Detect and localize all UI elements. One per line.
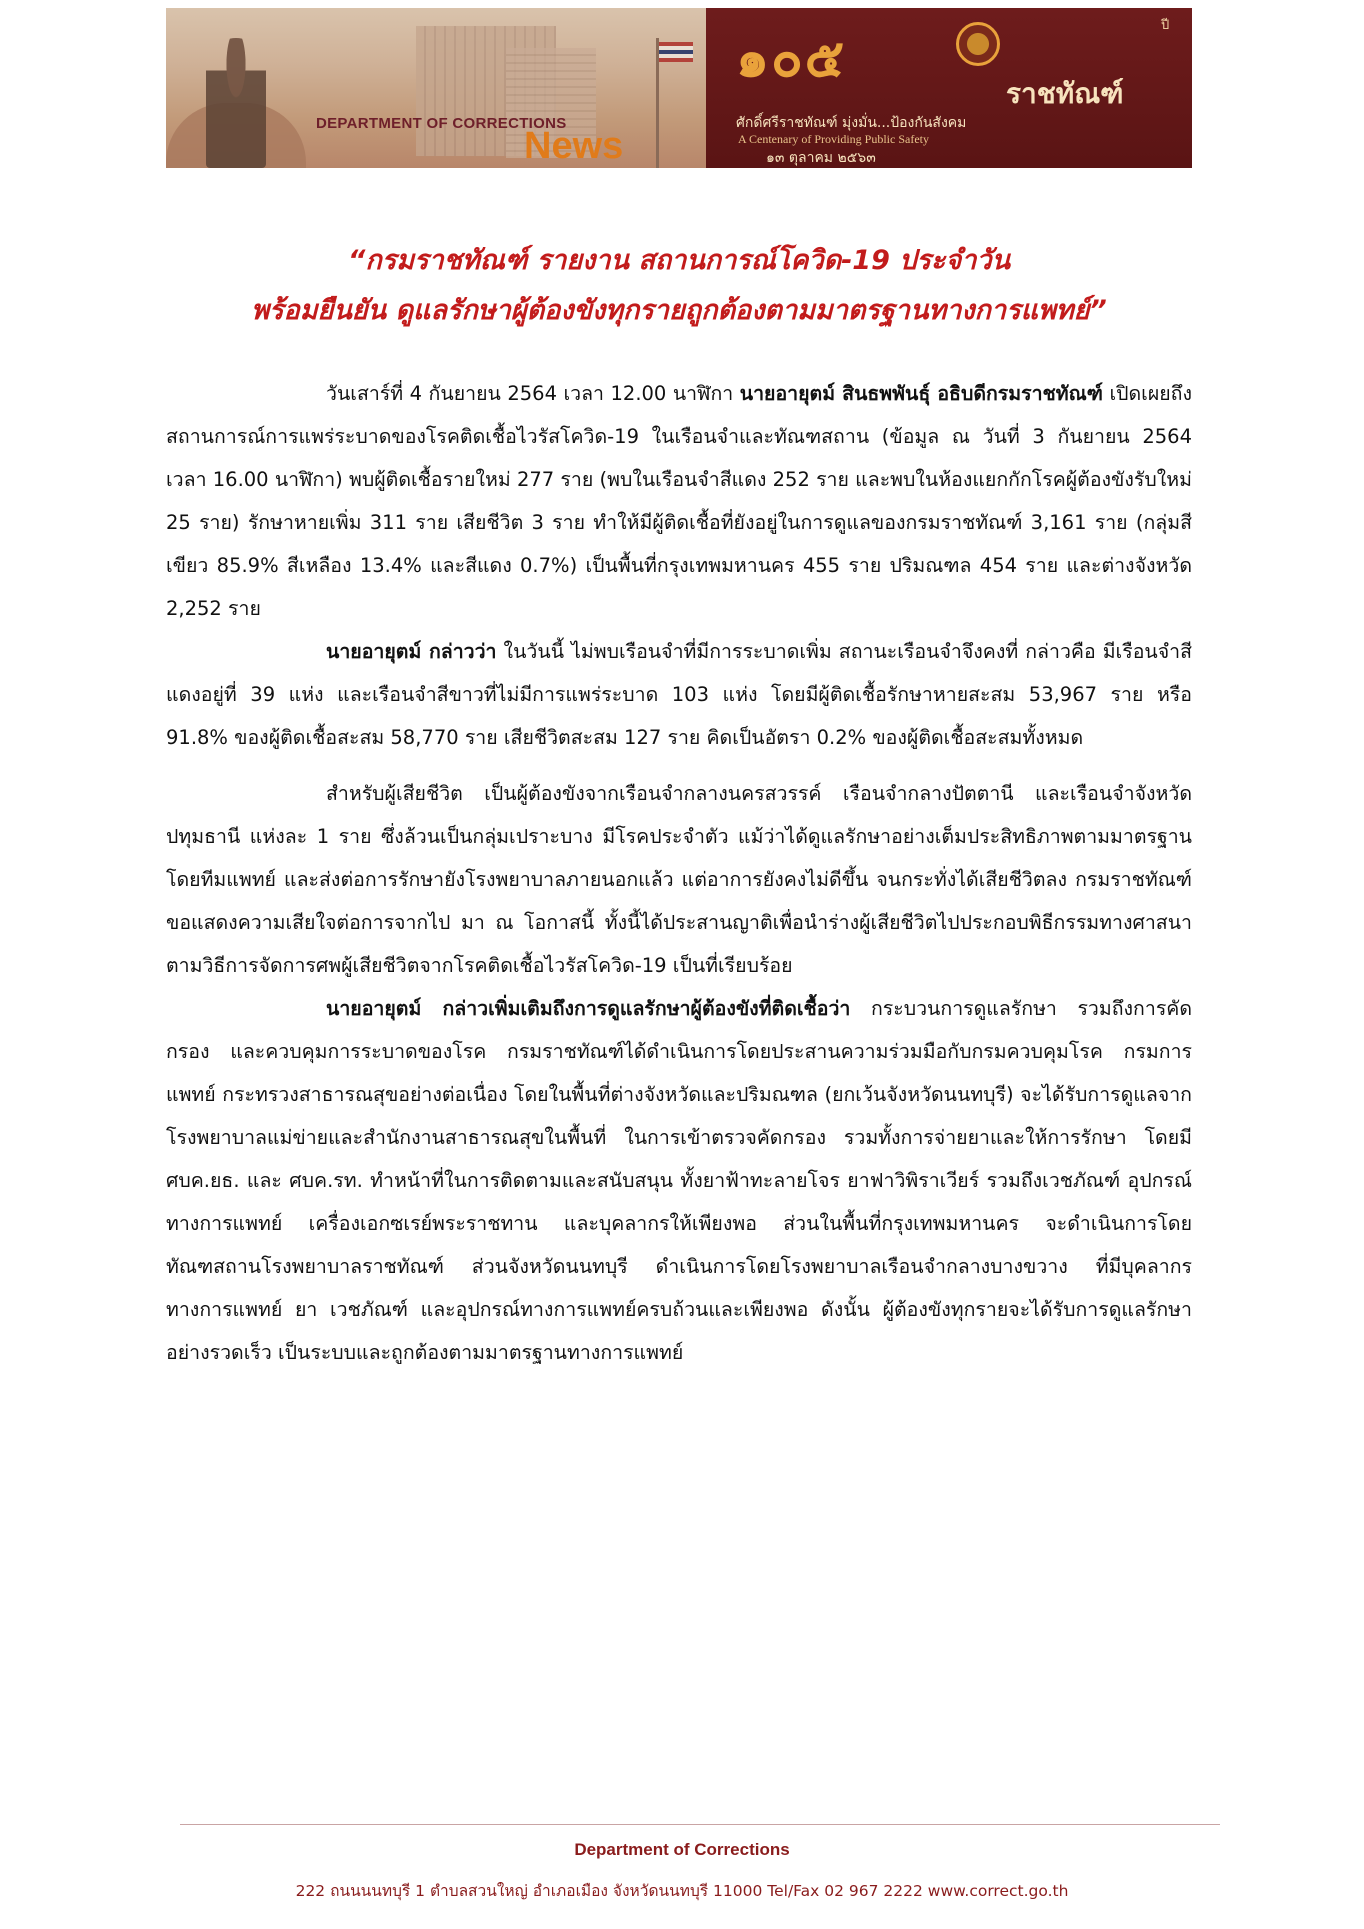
paragraph-2-lead: นายอายุตม์ กล่าวว่า [326, 640, 497, 663]
department-thai-name: ราชทัณฑ์ [1006, 77, 1124, 110]
paragraph-2 [166, 630, 1192, 759]
thai-flag-icon [659, 42, 693, 62]
banner-dept-name: DEPARTMENT OF CORRECTIONS [316, 115, 567, 132]
anniversary-date: ๑๓ ตุลาคม ๒๕๖๓ [766, 150, 876, 166]
banner-photo-officer [206, 38, 266, 168]
footer-divider [180, 1824, 1220, 1825]
anniversary-panel [706, 8, 1192, 168]
anniversary-suffix: ปี [1161, 18, 1170, 33]
slogan-english: A Centenary of Providing Public Safety [738, 132, 929, 146]
paragraph-4 [166, 987, 1192, 1374]
headline-line-2: พร้อมยืนยัน ดูแลรักษาผู้ต้องขังทุกรายถูกต้องตามมาตรฐานทางการแพทย์” [251, 295, 1107, 326]
header-banner [166, 8, 1192, 168]
footer-organization: Department of Corrections [574, 1840, 790, 1859]
paragraph-4-text: กระบวนการดูแลรักษา รวมถึงการคัดกรอง และควบคุมการระบาดของโรค กรมราชทัณฑ์ได้ดำเนินการโดยประสานความร่วมมือกับกรมควบคุมโรค กรมการแพทย์ กระทรวงสาธารณสุขอย่างต่อเนื่อง โดยในพื้นที่ต่างจังหวัดและปริมณฑล (ยกเว้นจังหวัดนนทบุรี) จะได้รับการดูแลจากโรงพยาบาลแม่ข่ายและสำนักงานสาธารณสุขในพื้นที่ ในการเข้าตรวจคัดกรอง รวมทั้งการจ่ายยาและให้การรักษา โดยมี ศบค.ยธ. และ ศบค.รท. ทำหน้าที่ในการติดตามและสนับสนุน ทั้งยาฟ้าทะลายโจร ยาฟาวิพิราเวียร์ รวมถึงเวชภัณฑ์ อุปกรณ์ทางการแพทย์ เครื่องเอกซเรย์พระราชทาน และบุคลากรให้เพียงพอ ส่วนในพื้นที่กรุงเทพมหานคร จะดำเนินการโดยทัณฑสถานโรงพยาบาลราชทัณฑ์ ส่วนจังหวัดนนทบุรี ดำเนินการโดยโรงพยาบาลเรือนจำกลางบางขวาง ที่มีบุคลากรทางการแพทย์ ยา เวชภัณฑ์ และอุปกรณ์ทางการแพทย์ครบถ้วนและเพียงพอ ดังนั้น ผู้ต้องขังทุกรายจะได้รับการดูแลรักษาอย่างรวดเร็ว เป็นระบบและถูกต้องตามมาตรฐานทางการแพทย์ [166, 997, 1192, 1364]
anniversary-number: ๑๐๕ [736, 28, 847, 89]
article-body [166, 372, 1192, 1374]
paragraph-gap [166, 759, 1192, 772]
banner-news-label: News [524, 125, 624, 167]
paragraph-2-text: ในวันนี้ ไม่พบเรือนจำที่มีการระบาดเพิ่ม สถานะเรือนจำจึงคงที่ กล่าวคือ มีเรือนจำสีแดงอยู่ที่ 39 แห่ง และเรือนจำสีขาวที่ไม่มีการแพร่ระบาด 103 แห่ง โดยมีผู้ติดเชื้อรักษาหายสะสม 53,967 ราย หรือ 91.8% ของผู้ติดเชื้อสะสม 58,770 ราย เสียชีวิตสะสม 127 ราย คิดเป็นอัตรา 0.2% ของผู้ติดเชื้อสะสมทั้งหมด [166, 640, 1193, 749]
paragraph-4-lead: นายอายุตม์ กล่าวเพิ่มเติมถึงการดูแลรักษาผู้ต้องขังที่ติดเชื้อว่า [326, 997, 851, 1020]
paragraph-1-person: นายอายุตม์ สินธพพันธุ์ อธิบดีกรมราชทัณฑ์ [739, 382, 1103, 405]
paragraph-3: สำหรับผู้เสียชีวิต เป็นผู้ต้องขังจากเรือนจำกลางนครสวรรค์ เรือนจำกลางปัตตานี และเรือนจำจังหวัดปทุมธานี แห่งละ 1 ราย ซึ่งล้วนเป็นกลุ่มเปราะบาง มีโรคประจำตัว แม้ว่าได้ดูแลรักษาอย่างเต็มประสิทธิภาพตามมาตรฐานโดยทีมแพทย์ และส่งต่อการรักษายังโรงพยาบาลภายนอกแล้ว แต่อาการยังคงไม่ดีขึ้น จนกระทั่งได้เสียชีวิตลง กรมราชทัณฑ์ ขอแสดงความเสียใจต่อการจากไป มา ณ โอกาสนี้ ทั้งนี้ได้ประสานญาติเพื่อนำร่างผู้เสียชีวิตไปประกอบพิธีกรรมทางศาสนาตามวิธีการจัดการศพผู้เสียชีวิตจากโรคติดเชื้อไวรัสโควิด-19 เป็นที่เรียบร้อย [166, 782, 1192, 977]
news-headline [166, 236, 1192, 336]
department-emblem-icon [956, 22, 1000, 66]
banner-photo [166, 8, 706, 168]
headline-line-1: “กรมราชทัณฑ์ รายงาน สถานการณ์โควิด-19 ประจำวัน [347, 245, 1011, 276]
footer-address: 222 ถนนนนทบุรี 1 ตำบลสวนใหญ่ อำเภอเมือง จังหวัดนนทบุรี 11000 Tel/Fax 02 967 2222 www.correct.go.th [295, 1882, 1069, 1900]
paragraph-1 [166, 372, 1192, 630]
paragraph-1-intro: วันเสาร์ที่ 4 กันยายน 2564 เวลา 12.00 นาฬิกา [326, 382, 740, 405]
slogan-thai: ศักดิ์ศรีราชทัณฑ์ มุ่งมั่น...ป้องกันสังคม [736, 115, 967, 131]
paragraph-1-text: เปิดเผยถึงสถานการณ์การแพร่ระบาดของโรคติดเชื้อไวรัสโควิด-19 ในเรือนจำและทัณฑสถาน (ข้อมูล ณ วันที่ 3 กันยายน 2564 เวลา 16.00 นาฬิกา) พบผู้ติดเชื้อรายใหม่ 277 ราย (พบในเรือนจำสีแดง 252 ราย และพบในห้องแยกกักโรคผู้ต้องขังรับใหม่ 25 ราย) รักษาหายเพิ่ม 311 ราย เสียชีวิต 3 ราย ทำให้มีผู้ติดเชื้อที่ยังอยู่ในการดูแลของกรมราชทัณฑ์ 3,161 ราย (กลุ่มสีเขียว 85.9% สีเหลือง 13.4% และสีแดง 0.7%) เป็นพื้นที่กรุงเทพมหานคร 455 ราย ปริมณฑล 454 ราย และต่างจังหวัด 2,252 ราย [166, 382, 1193, 620]
